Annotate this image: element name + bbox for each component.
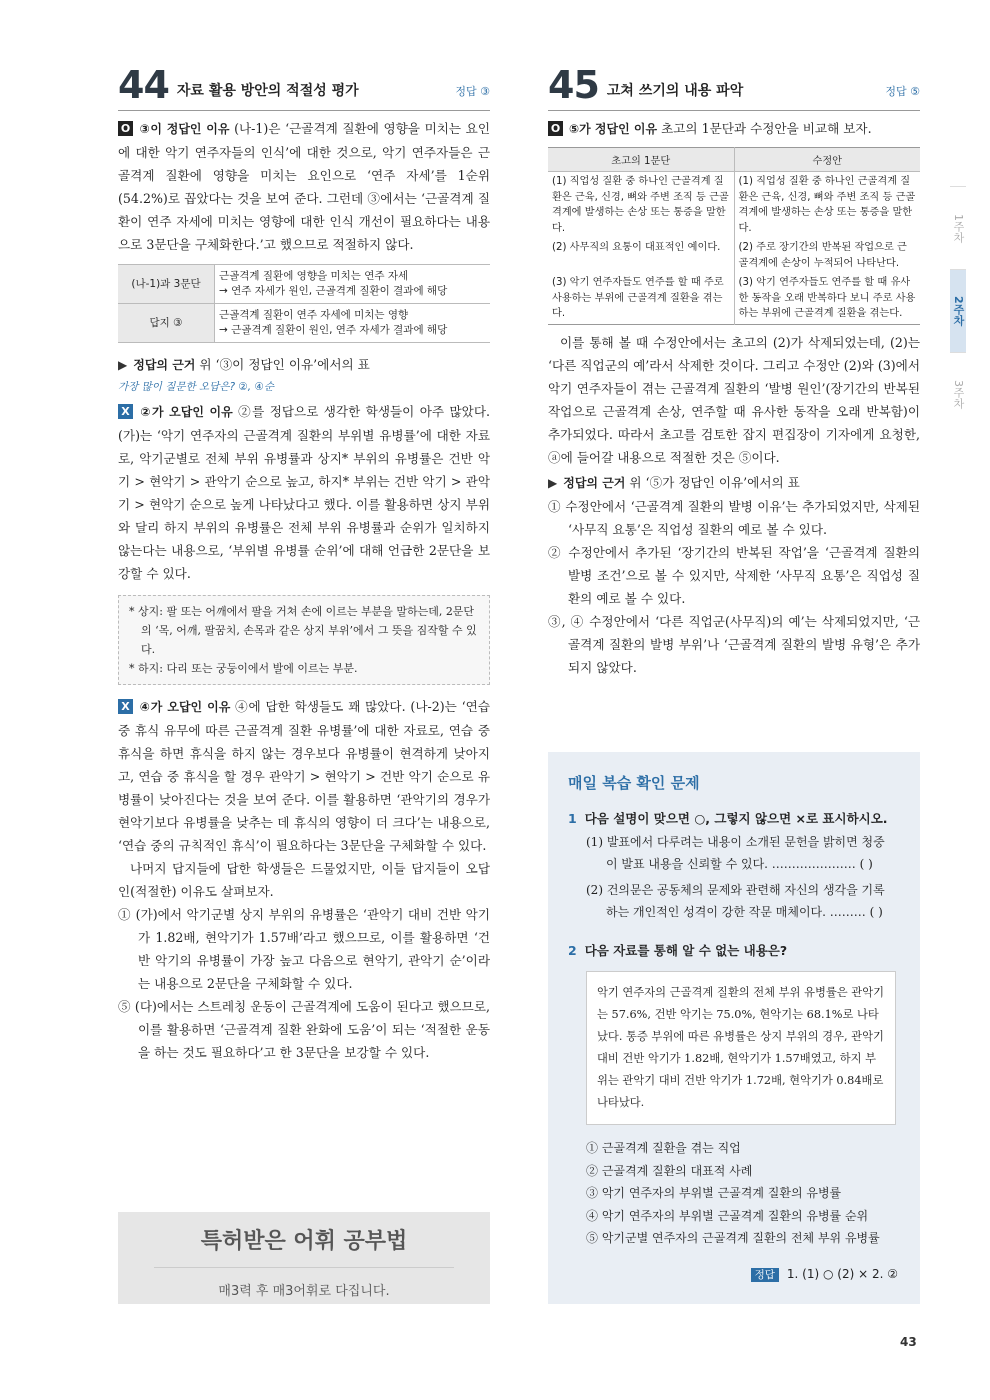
- column-header: 수정안: [734, 148, 920, 172]
- footnote: * 상지: 팔 또는 어깨에서 팔을 거쳐 손에 이르는 부분을 말하는데, 2문단의 ‘목, 어깨, 팔꿈치, 손목과 같은 상지 부위’에서 그 뜻을 짐작할 수 있다.: [129, 605, 477, 656]
- list-item: ① 수정안에서 ‘근골격계 질환의 발병 이유’는 추가되었지만, 삭제된 ‘사무직 요통’은 직업성 질환의 예로 볼 수 있다.: [548, 498, 920, 537]
- table-row: [118, 265, 490, 304]
- table-cell: (3) 악기 연주자들도 연주를 할 때 유사한 동작을 오래 반복하다 보니 주로 사용하는 부위에 근골격계 질환을 겪는다.: [738, 277, 916, 319]
- correct-mark-icon: O: [118, 121, 133, 136]
- review-sub-item: (2) 건의문은 공동체의 문제와 관련해 자신의 생각을 기록하는 개인적인 성격이 강한 작문 매체이다. ……… ( ): [586, 883, 885, 919]
- question-44: [118, 62, 490, 1064]
- wrong-4-text: ④에 답한 학생들도 꽤 많았다. (나-2)는 ‘연습 중 휴식 유무에 따른 근골격계 질환 유병률’에 대한 자료로, 연습 중 휴식을 하면 휴식을 하지 않는 경우보다 유병률이 현격하게 낮아지고, 연습 중 휴식을 할 경우 관악기 > 현악기 > 건반 악기 순으로 유병률이 낮아진다는 것을 보여 준다. 이를 활용하면 ‘관악기의 경우가 현악기보다 유병률을 낮추는 데 휴식의 영향이 더 크다’는 내용으로, ‘연습 중의 규칙적인 휴식’이 필요하다는 3문단을 구체화할 수 있다.: [118, 699, 490, 853]
- wrong-4-label: ④가 오답인 이유: [139, 700, 231, 714]
- table-row: [548, 238, 920, 273]
- page-number: 43: [900, 1335, 917, 1349]
- list-item: ③, ④ 수정안에서 ‘다른 직업군(사무직)의 예’는 삭제되었지만, ‘근골격계 질환의 발병 부위’나 ‘근골격계 질환의 발병 유형’은 추가되지 않았다.: [548, 613, 920, 675]
- review-question-1: 1 다음 설명이 맞으면 ○, 그렇지 않으면 ×로 표시하시오.: [568, 811, 888, 826]
- basis-paragraph: [118, 353, 490, 377]
- table-key: (나-1)과 3문단: [118, 265, 215, 304]
- table-cell: (2) 사무직의 요통이 대표적인 예이다.: [548, 238, 734, 273]
- review-question-2: 2 다음 자료를 통해 알 수 없는 내용은?: [568, 943, 788, 958]
- column-header: 초고의 1문단: [548, 148, 734, 172]
- promo-subtitle: 매3력 후 매3어휘로 다집니다.: [218, 1284, 390, 1299]
- option: ① 근골격계 질환을 겪는 직업: [586, 1141, 741, 1155]
- answer-tag: 정답: [751, 1268, 779, 1282]
- tab-week-3[interactable]: 3주차: [950, 352, 966, 435]
- review-answer: [751, 1267, 898, 1282]
- wrong-2-paragraph: [118, 400, 490, 585]
- question-number: 44: [118, 63, 169, 107]
- basis-label: 정답의 근거: [563, 475, 626, 490]
- table-row: [118, 304, 490, 343]
- comparison-table: [118, 264, 490, 343]
- wrong-2-label: ②가 오답인 이유: [139, 405, 233, 419]
- table-cell: (2) 주로 장기간의 반복된 작업으로 근골격계에 손상이 누적되어 나타난다.: [738, 242, 907, 269]
- week-tabs: [950, 186, 990, 435]
- divider: [154, 1267, 454, 1268]
- daily-review-box: [548, 752, 920, 1304]
- table-cell: 근골격계 질환에 영향을 미치는 연주 자세 → 연주 자세가 원인, 근골격계 질환이 결과에 해당: [215, 265, 491, 304]
- list-item: ② 수정안에서 추가된 ‘장기간의 반복된 작업’을 ‘근골격계 질환의 발병 조건’으로 볼 수 있지만, 삭제한 ‘사무직 요통’은 직업성 질환의 예로 볼 수 있다.: [548, 544, 920, 606]
- triangle-icon: ▶: [118, 358, 128, 372]
- promo-title: 특허받은 어휘 공부법: [200, 1229, 408, 1254]
- handwritten-note: 가장 많이 질문한 오답은? ②, ④순: [118, 381, 274, 393]
- table-cell: 근골격계 질환이 연주 자세에 미치는 영향 → 근골격계 질환이 원인, 연주 자세가 결과에 해당: [215, 304, 491, 343]
- footnote: * 하지: 다리 또는 궁둥이에서 발에 이르는 부분.: [129, 662, 358, 675]
- triangle-icon: ▶: [548, 475, 558, 490]
- review-title: 매일 복습 확인 문제: [568, 774, 700, 792]
- tab-week-1[interactable]: 1주차: [950, 186, 966, 269]
- question-title: 고쳐 쓰기의 내용 파악: [606, 83, 744, 99]
- review-options: [586, 1137, 900, 1250]
- why-correct-paragraph: [118, 117, 490, 256]
- why-correct-label: ③이 정답인 이유: [139, 122, 230, 136]
- basis-text: 위 ‘⑤가 정답인 이유’에서의 표: [629, 474, 800, 490]
- option: ④ 악기 연주자의 부위별 근골격계 질환의 유병률 순위: [586, 1208, 869, 1223]
- wrong-mark-icon: X: [118, 699, 133, 714]
- review-sub-item: (1) 발표에서 다루려는 내용이 소개된 문헌을 밝히면 청중이 발표 내용을 신뢰할 수 있다. ………………… ( ): [586, 835, 885, 871]
- question-45: [548, 62, 920, 679]
- answer-label: 정답 ⑤: [885, 85, 920, 98]
- revision-table: [548, 147, 920, 325]
- divider: [118, 110, 490, 111]
- option: ② 근골격계 질환의 대표적 사례: [586, 1163, 753, 1178]
- basis-paragraph: [548, 471, 920, 495]
- basis-label: 정답의 근거: [133, 358, 196, 372]
- wrong-mark-icon: X: [118, 404, 133, 419]
- table-cell: (1) 직업성 질환 중 하나인 근골격계 질환은 근육, 신경, 뼈와 주변 조직 등 근골격계에 발생하는 손상 또는 통증을 말한다.: [548, 172, 734, 239]
- table-row: [548, 172, 920, 239]
- promo-banner: [118, 1212, 490, 1304]
- question-title: 자료 활용 방안의 적절성 평가: [176, 83, 359, 99]
- why-correct-label: ⑤가 정답인 이유: [569, 122, 658, 136]
- list-item: ① (가)에서 악기군별 상지 부위의 유병률은 ‘관악기 대비 건반 악기가 1.82배, 현악기가 1.57배’라고 했으므로, 이를 활용하면 ‘건반 악기의 유병률이 가장 높고 다음으로 현악기, 관악기 순’이라는 내용으로 2문단을 구체화할 수 있다.: [118, 907, 490, 991]
- why-correct-text: 초고의 1문단과 수정안을 비교해 보자.: [661, 121, 872, 136]
- wrong-4-paragraph: [118, 695, 490, 857]
- table-cell: (3) 악기 연주자들도 연주를 할 때 주로 사용하는 부위에 근골격계 질환을 겪는다.: [548, 273, 734, 324]
- tab-week-2[interactable]: 2주차: [950, 269, 966, 352]
- table-key: 답지 ③: [118, 304, 215, 343]
- table-row: [548, 273, 920, 324]
- option: ③ 악기 연주자의 부위별 근골격계 질환의 유병률: [586, 1186, 842, 1200]
- list-item: ⑤ (다)에서는 스트레칭 운동이 근골격계에 도움이 된다고 했으므로, 이를 활용하면 ‘근골격계 질환 완화에 도움’이 되는 ‘적절한 운동을 하는 것도 필요하다’고 한 3문단을 보강할 수 있다.: [118, 999, 490, 1060]
- question-number: 45: [548, 63, 599, 107]
- review-data-box: 악기 연주자의 근골격계 질환의 전체 부위 유병률은 관악기는 57.6%, 건반 악기는 75.0%, 현악기는 68.1%로 나타났다. 통증 부위에 따른 유병률은 상지 부위의 경우, 관악기 대비 건반 악기가 1.82배, 현악기가 1.57배였고, 하지 부위는 관악기 대비 건반 악기가 1.72배, 현악기가 0.84배로 나타났다.: [586, 971, 896, 1125]
- why-correct-paragraph: [548, 117, 920, 141]
- answer-text: 1. (1) ○ (2) × 2. ②: [786, 1267, 898, 1281]
- rest-paragraph: 나머지 답지들에 답한 학생들은 드물었지만, 이들 답지들이 오답인(적절한) 이유도 살펴보자.: [118, 861, 490, 899]
- why-correct-text: (나-1)은 ‘근골격계 질환에 영향을 미치는 요인에 대한 악기 연주자들의 인식’에 대한 것으로, 악기 연주자들은 근골격계 질환에 영향을 미치는 요인으로 ‘연주 자세’를 1순위(54.2%)로 꼽았다는 것을 보여 준다. 그런데 ③에서는 ‘근골격계 질환이 연주 자세에 미치는 영향에 대한 인식 개선이 필요하다는 내용으로 3문단을 구체화한다.’고 했으므로 적절하지 않다.: [118, 121, 490, 252]
- basis-text: 위 ‘③이 정답인 이유’에서의 표: [199, 357, 370, 372]
- divider: [548, 110, 920, 111]
- table-cell: (1) 직업성 질환 중 하나인 근골격계 질환은 근육, 신경, 뼈와 주변 조직 등 근골격계에 발생하는 손상 또는 통증을 말한다.: [738, 176, 916, 234]
- footnote-box: [118, 595, 490, 685]
- wrong-2-text: ②를 정답으로 생각한 학생들이 아주 많았다. (가)는 ‘악기 연주자의 근골격계 질환의 부위별 유병률’에 대한 자료로, 악기군별로 전체 부위 유병률과 상지* 부위의 유병률은 건반 악기 > 현악기 > 관악기 순으로 높고, 하지* 부위는 건반 악기 > 관악기 > 현악기 순으로 높게 나타났다고 했다. 이를 활용하면 상지 부위와 달리 하지 부위의 유병률은 전체 부위 유병률과 순위가 일치하지 않는다는 내용으로, ‘부위별 유병률 순위’에 대해 언급한 2문단을 보강할 수 있다.: [118, 404, 490, 581]
- body-paragraph: 이를 통해 볼 때 수정안에서는 초고의 (2)가 삭제되었는데, (2)는 ‘다른 직업군의 예’라서 삭제한 것이다. 그리고 수정안 (2)와 (3)에서 악기 연주자들이 겪는 근골격계 질환의 ‘발병 원인’(장기간의 반복된 작업으로 근골격계 손상, 연주할 때 유사한 동작을 오래 반복함)이 추가되었다. 따라서 초고를 검토한 잡지 편집장이 기자에게 요청한, ⓐ에 들어갈 내용으로 적절한 것은 ⑤이다.: [548, 334, 920, 465]
- answer-label: 정답 ③: [455, 85, 490, 98]
- correct-mark-icon: O: [548, 121, 563, 136]
- option: ⑤ 악기군별 연주자의 근골격계 질환의 전체 부위 유병률: [586, 1231, 880, 1245]
- table-header-row: [548, 148, 920, 172]
